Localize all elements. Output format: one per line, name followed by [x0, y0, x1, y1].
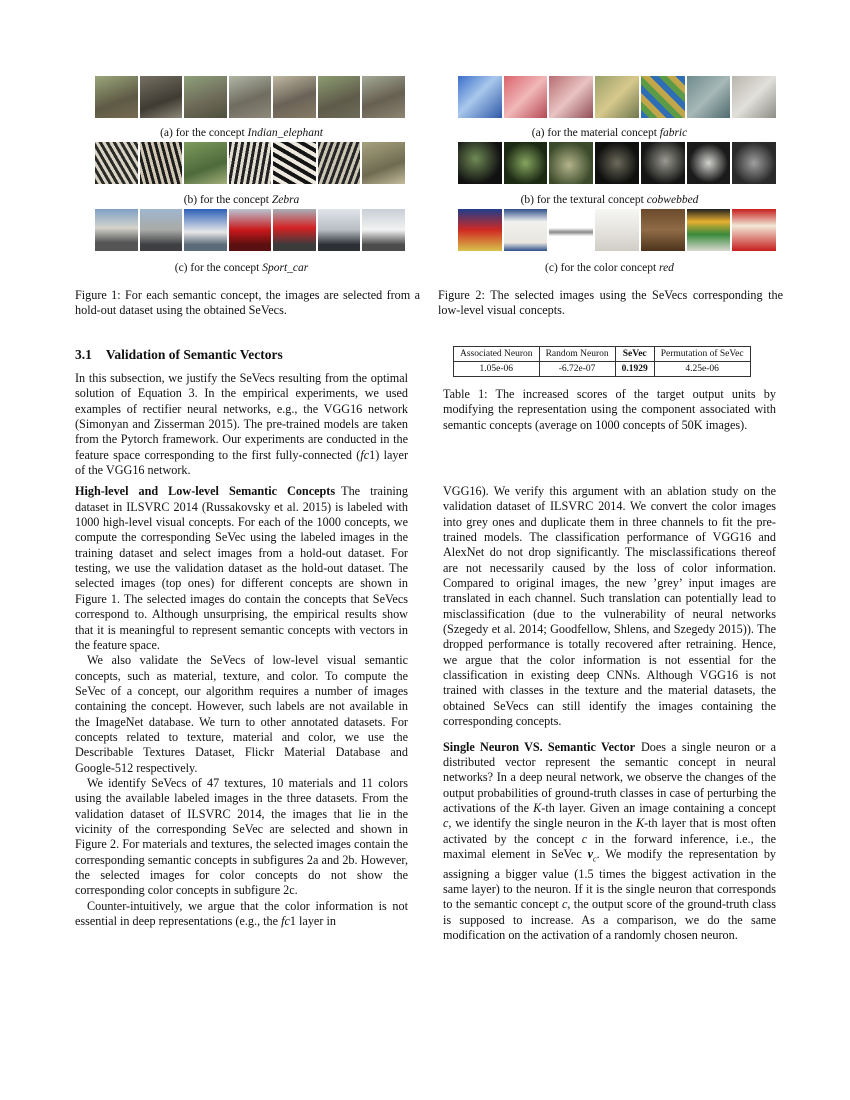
- zebra-image: [229, 142, 272, 184]
- elephant-image: [140, 76, 183, 118]
- table-header-cell: SeVec: [615, 347, 654, 362]
- elephant-image: [318, 76, 361, 118]
- table-row: [454, 362, 751, 377]
- red-concept-image: [732, 209, 776, 251]
- figure1a-image-strip: [95, 76, 405, 118]
- paragraph: We also validate the SeVecs of low-level visual semantic concepts, such as material, texture, and color. To compute the SeVec of a concept, our algorithm requires a number of images containing the concept. However, such labels are not available in the ImageNet database. We turn to other annotated datasets. For concepts related to texture, material and color, we use the Describable Textures Dataset, Flickr Material Database and Google-512 respectively.: [75, 653, 408, 775]
- figure1b-caption: (b) for the concept Zebra: [183, 194, 300, 206]
- zebra-image: [318, 142, 361, 184]
- table-header-cell: Permutation of SeVec: [654, 347, 750, 362]
- figure2a-caption: (a) for the material concept fabric: [531, 127, 688, 139]
- table1-caption: Table 1: The increased scores of the target output units by modifying the representation using the component associated with semantic concepts (average on 1000 concepts of 50K images).: [443, 387, 776, 432]
- fabric-image: [458, 76, 502, 118]
- paragraph: Counter-intuitively, we argue that the color information is not essential in deep representations (e.g., the fc1 layer in: [75, 898, 408, 929]
- fabric-image: [549, 76, 593, 118]
- table-cell: -6.72e-07: [539, 362, 615, 377]
- zebra-image: [140, 142, 183, 184]
- paragraph-heading: Single Neuron VS. Semantic Vector: [443, 739, 635, 754]
- zebra-image: [184, 142, 227, 184]
- table-header-row: [454, 347, 751, 362]
- figure2c-caption: (c) for the color concept red: [545, 262, 674, 274]
- sport-car-image: [318, 209, 361, 251]
- figure1c-image-strip: [95, 209, 405, 251]
- elephant-image: [273, 76, 316, 118]
- elephant-image: [184, 76, 227, 118]
- sport-car-image: [273, 209, 316, 251]
- sport-car-image: [140, 209, 183, 251]
- sport-car-image: [184, 209, 227, 251]
- figure2b-image-strip: [458, 142, 776, 184]
- left-body-text: [75, 371, 408, 929]
- sport-car-image: [362, 209, 405, 251]
- cobweb-image: [458, 142, 502, 184]
- zebra-image: [273, 142, 316, 184]
- figure2-caption: Figure 2: The selected images using the SeVecs corresponding the low-level visual concepts.: [438, 288, 783, 318]
- figure1c-caption: (c) for the concept Sport_car: [174, 262, 309, 274]
- figure1b-image-strip: [95, 142, 405, 184]
- figure2c-image-strip: [458, 209, 776, 251]
- cobweb-image: [549, 142, 593, 184]
- red-concept-image: [641, 209, 685, 251]
- fabric-image: [595, 76, 639, 118]
- cobweb-image: [595, 142, 639, 184]
- cobweb-image: [504, 142, 548, 184]
- fabric-image: [504, 76, 548, 118]
- cobweb-image: [641, 142, 685, 184]
- elephant-image: [362, 76, 405, 118]
- elephant-image: [229, 76, 272, 118]
- figure1-caption: Figure 1: For each semantic concept, the images are selected from a hold-out dataset using the obtained SeVecs.: [75, 288, 420, 318]
- paragraph-heading: High-level and Low-level Semantic Concepts: [75, 484, 336, 499]
- red-concept-image: [458, 209, 502, 251]
- figure1a-caption: (a) for the concept Indian_elephant: [160, 127, 323, 139]
- table-cell: 0.1929: [615, 362, 654, 377]
- red-concept-image: [504, 209, 548, 251]
- paragraph: VGG16). We verify this argument with an ablation study on the validation dataset of ILSVRC 2014. We convert the color images into grey ones and duplicate them in three channels to fit the pre-trained models. The classification performance of VGG16 and AlexNet do not drop significantly. The misclassifications thereof are not necessarily caused by the loss of color information. Compared to original images, the new ’grey’ input images are translated in each channel. Such translation can potentially lead to misclassification (due to the vulnerability of neural networks (Szegedy et al. 2014; Goodfellow, Shlens, and Szegedy 2015)). The dropped performance is totally recovered after retraining. Hence, we argue that the color information is not essential for the classification in existing deep CNNs. Although VGG16 is not trained with classes in the texture and the material datasets, the obtained SeVecs can still identify the images containing the corresponding concepts.: [443, 484, 776, 729]
- paragraph: High-level and Low-level Semantic Concepts The training dataset in ILSVRC 2014 (Russakovsky et al. 2015) is labeled with 1000 high-level visual concepts. For each of the 1000 concepts, we compute the corresponding SeVec using the labeled images in the training dataset and select images from a hold-out dataset. For testing, we use the validation dataset as the hold-out dataset. The selected images (top ones) for different concepts are shown in Figure 1. The selected images do contain the concepts that SeVecs correspond to. Although unsurprising, the empirical results show that it is meaningful to represent semantic concepts with vectors in the feature space.: [75, 484, 408, 652]
- paragraph: In this subsection, we justify the SeVecs resulting from the optimal solution of Equation 3. In the empirical experiments, we used examples of rectifier neural networks, e.g., the VGG16 network (Simonyan and Zisserman 2015). The pre-trained models are taken from the Pytorch framework. Our experiments are conducted in the feature space corresponding to the first fully-connected (fc1) layer of the VGG16 network.: [75, 371, 408, 478]
- cobweb-image: [687, 142, 731, 184]
- section-heading: 3.1 Validation of Semantic Vectors: [75, 347, 283, 362]
- paragraph: Single Neuron VS. Semantic Vector Does a single neuron or a distributed vector represent the semantic concept in neural networks? In a deep neural network, we observe the changes of the output probabilities of ground-truth classes in case of perturbing the activations of the K-th layer. Given an image containing a concept c, we identify the single neuron in the K-th layer that is most often activated by the concept c in the forward inference, i.e., the maximal element in SeVec $v_c$. We modify the representation by assigning a bigger value (1.5 times the biggest activation in the same layer) to the neuron. If it is the single neuron that corresponds to the semantic concept c, the output score of the ground-truth class is supposed to increase. As a comparison, we do the same modification on the activation of a randomly chosen neuron.: [443, 739, 777, 943]
- table-header-cell: Associated Neuron: [454, 347, 540, 362]
- fabric-image: [687, 76, 731, 118]
- figure2b-caption: (b) for the textural concept cobwebbed: [520, 194, 699, 206]
- right-body-text: [443, 484, 776, 943]
- table1: [453, 346, 751, 377]
- fabric-image: [732, 76, 776, 118]
- figure2a-image-strip: [458, 76, 776, 118]
- sport-car-image: [95, 209, 138, 251]
- fabric-image: [641, 76, 685, 118]
- zebra-image: [362, 142, 405, 184]
- zebra-image: [95, 142, 138, 184]
- cobweb-image: [732, 142, 776, 184]
- table-cell: 1.05e-06: [454, 362, 540, 377]
- sport-car-image: [229, 209, 272, 251]
- table-cell: 4.25e-06: [654, 362, 750, 377]
- red-concept-image: [549, 209, 593, 251]
- table-header-cell: Random Neuron: [539, 347, 615, 362]
- elephant-image: [95, 76, 138, 118]
- red-concept-image: [687, 209, 731, 251]
- red-concept-image: [595, 209, 639, 251]
- paragraph: We identify SeVecs of 47 textures, 10 materials and 11 colors using the available labeled images in the three datasets. From the validation dataset of ILSVRC 2014, the images that lie in the vicinity of the corresponding SeVec are selected and shown in Figure 2. For materials and textures, the selected images contain the corresponding semantic concepts in subfigures 2a and 2b. However, the selected images for color concepts do not show the corresponding color concepts in subfigure 2c.: [75, 775, 408, 898]
